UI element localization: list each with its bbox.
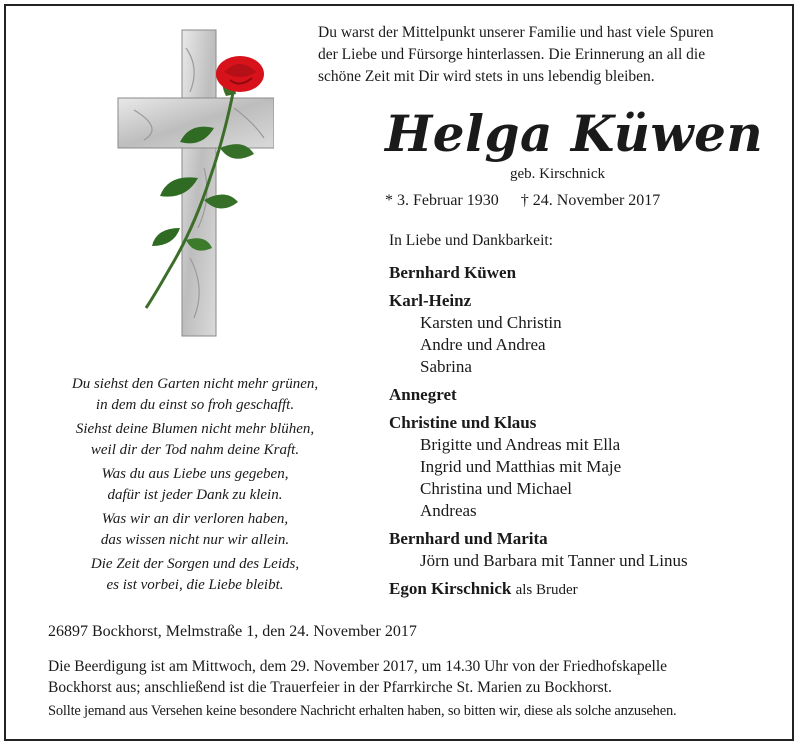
intro-line: der Liebe und Fürsorge hinterlassen. Die Erinnerung an all die [318,46,706,63]
mourner-member: Brigitte und Andreas mit Ella [420,435,621,454]
poem-line: in dem du einst so froh geschafft. [95,397,295,413]
intro-line: Du warst der Mittelpunkt unserer Familie und hast viele Spuren [318,24,714,41]
poem-stanza [40,419,350,461]
life-dates [385,192,660,210]
mourner-member: Ingrid und Matthias mit Maje [420,457,622,476]
poem-line: Siehst deine Blumen nicht mehr blühen, [75,421,315,437]
mourner-head [389,578,789,601]
poem-line: Was du aus Liebe uns gegeben, [101,466,289,482]
mourners-list [389,232,789,607]
poem-line: Was wir an dir verloren haben, [101,511,289,527]
mourner-group [389,262,789,284]
poem-line: es ist vorbei, die Liebe bleibt. [106,577,284,593]
mourners-intro: In Liebe und Dankbarkeit: [389,232,553,249]
maiden-name: geb. Kirschnick [510,166,605,182]
mourner-head: Bernhard Küwen [389,263,517,282]
funeral-line: Die Beerdigung ist am Mittwoch, dem 29. November 2017, um 14.30 Uhr von der Friedhofskapelle [48,658,668,675]
cross-with-rose-image [114,28,274,338]
mourner-member: Andreas [420,501,477,520]
poem-line: das wissen nicht nur wir allein. [100,532,290,548]
mourner-group [389,290,789,378]
mourner-head: Christine und Klaus [389,413,537,432]
deceased-name: Helga Küwen [385,104,764,163]
poem-stanza [40,509,350,551]
mourner-group [389,578,789,601]
mourner-relation: als Bruder [515,582,578,598]
intro-line: schöne Zeit mit Dir wird stets in uns lebendig bleiben. [318,68,655,85]
mourner-member: Andre und Andrea [420,335,546,354]
funeral-info [48,656,788,698]
intro-text [318,22,778,88]
mourner-head-name: Egon Kirschnick [389,579,512,598]
poem-line: dafür ist jeder Dank zu klein. [107,487,283,503]
poem-line: Die Zeit der Sorgen und des Leids, [90,556,300,572]
death-date: † 24. November 2017 [520,192,661,209]
poem-line: Du siehst den Garten nicht mehr grünen, [71,376,319,392]
notification-notice: Sollte jemand aus Versehen keine besondere Nachricht erhalten haben, so bitten wir, diese als solche anzusehen. [48,703,677,719]
mourner-group [389,384,789,406]
poem-stanza [40,464,350,506]
poem-stanza [40,554,350,596]
mourner-member: Sabrina [420,357,472,376]
mourner-group [389,528,789,572]
mourner-group [389,412,789,522]
poem-stanza [40,374,350,416]
mourner-member: Christina und Michael [420,479,573,498]
mourner-head: Bernhard und Marita [389,529,548,548]
poem [40,374,350,599]
poem-line: weil dir der Tod nahm deine Kraft. [90,442,300,458]
place-and-date: 26897 Bockhorst, Melmstraße 1, den 24. November 2017 [48,623,417,640]
mourner-head: Annegret [389,385,457,404]
funeral-line: Bockhorst aus; anschließend ist die Trauerfeier in der Pfarrkirche St. Marien zu Bockhorst. [48,679,612,696]
birth-date: * 3. Februar 1930 [385,192,499,209]
mourner-member: Karsten und Christin [420,313,562,332]
mourner-member: Jörn und Barbara mit Tanner und Linus [420,551,688,570]
mourner-head: Karl-Heinz [389,291,472,310]
